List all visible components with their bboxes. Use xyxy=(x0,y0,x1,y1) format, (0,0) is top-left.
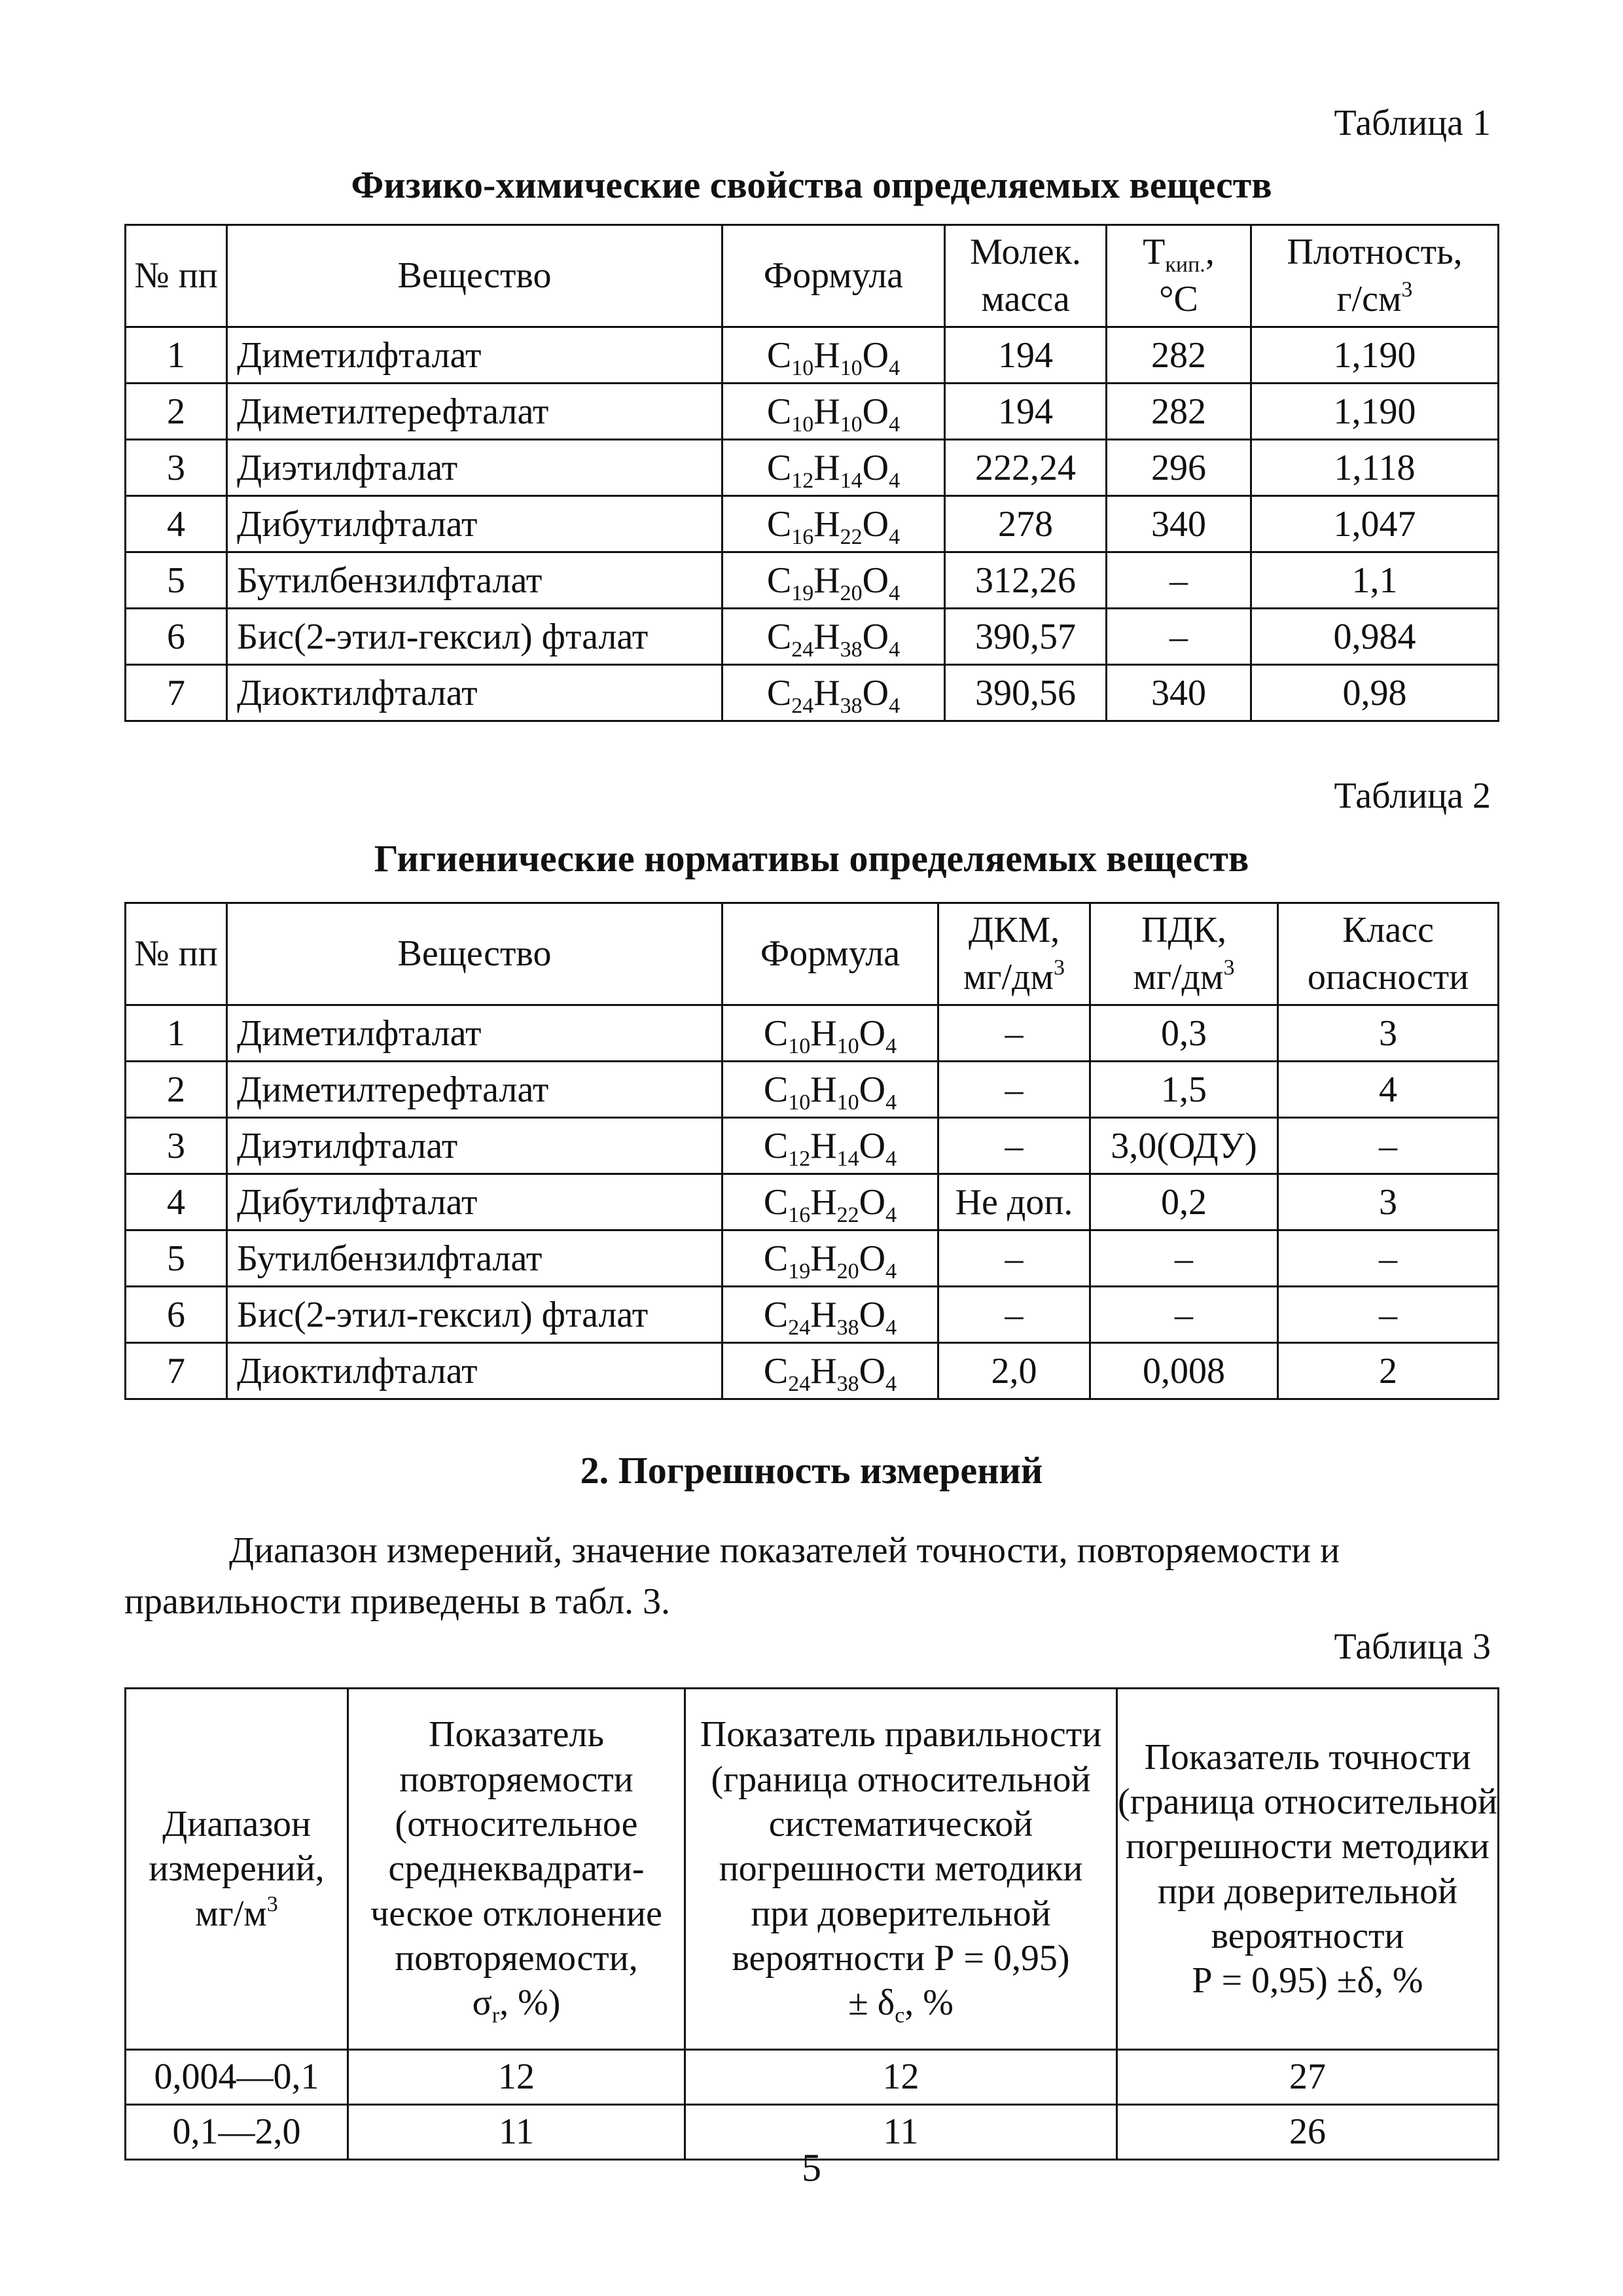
formula-element: O xyxy=(862,672,889,713)
correct-label: Показатель правильности (граница относительной систематической погрешности методики при доверительной вероятности Р = 0,95) xyxy=(700,1714,1102,1979)
formula-element: O xyxy=(859,1238,886,1279)
substance-name: Бутилбензилфталат xyxy=(227,552,722,609)
tboil-sep: , xyxy=(1205,231,1215,272)
formula-element: C xyxy=(763,1350,789,1391)
substance-name: Диэтилфталат xyxy=(227,440,722,496)
formula-subscript: 10 xyxy=(836,1033,859,1058)
formula-cell xyxy=(722,384,945,440)
table2 xyxy=(124,902,1499,1400)
dkm-value: – xyxy=(938,1287,1090,1343)
substance-name: Диоктилфталат xyxy=(227,1343,722,1399)
table1-row xyxy=(126,665,1499,721)
table1-header-row xyxy=(126,225,1499,327)
table3-body xyxy=(126,2050,1499,2160)
pdk-value: – xyxy=(1090,1230,1278,1287)
pdk-value: 1,5 xyxy=(1090,1062,1278,1118)
dkm-value: – xyxy=(938,1230,1090,1287)
formula-element: C xyxy=(766,672,792,713)
formula-subscript: 38 xyxy=(840,693,863,718)
tboil-sub: кип. xyxy=(1165,252,1205,277)
formula-cell xyxy=(722,1174,938,1230)
accuracy-label: Показатель точности (граница относительной погрешности методики при доверительной вероятности xyxy=(1118,1736,1497,1956)
substance-name: Бутилбензилфталат xyxy=(227,1230,722,1287)
formula-subscript: 4 xyxy=(889,468,901,493)
substance-name: Диметилтерефталат xyxy=(227,1062,722,1118)
formula-element: O xyxy=(859,1294,886,1335)
dkm-value: – xyxy=(938,1062,1090,1118)
accuracy-value: 27 xyxy=(1117,2050,1499,2105)
row-number: 6 xyxy=(126,1287,227,1343)
formula-element: C xyxy=(763,1294,789,1335)
table1-row xyxy=(126,440,1499,496)
table2-header-dkm xyxy=(938,903,1090,1005)
table2-row xyxy=(126,1118,1499,1174)
section-heading: 2. Погрешность измерений xyxy=(580,1449,1043,1492)
formula-subscript: 38 xyxy=(836,1371,859,1396)
formula-subscript: 16 xyxy=(791,524,814,549)
formula-subscript: 24 xyxy=(788,1315,811,1340)
formula-subscript: 22 xyxy=(836,1202,859,1227)
formula-element: H xyxy=(813,334,840,376)
substance-name: Диметилфталат xyxy=(227,1005,722,1062)
formula-subscript: 10 xyxy=(788,1090,811,1115)
pdk-value: 0,008 xyxy=(1090,1343,1278,1399)
formula-element: O xyxy=(859,1069,886,1110)
table1-header-tboil xyxy=(1107,225,1251,327)
pdk-exp: 3 xyxy=(1223,955,1235,980)
hazard-class: – xyxy=(1278,1230,1499,1287)
dkm-value: 2,0 xyxy=(938,1343,1090,1399)
row-number: 2 xyxy=(126,1062,227,1118)
hazard-class: 3 xyxy=(1278,1005,1499,1062)
dkm-value: – xyxy=(938,1005,1090,1062)
molecular-mass: 194 xyxy=(945,384,1107,440)
formula-subscript: 4 xyxy=(889,637,901,662)
formula-element: O xyxy=(862,503,889,545)
table1-header-num: № пп xyxy=(126,225,227,327)
row-number: 5 xyxy=(126,552,227,609)
formula-subscript: 16 xyxy=(788,1202,811,1227)
formula-cell xyxy=(722,1118,938,1174)
formula-element: H xyxy=(813,616,840,657)
formula-element: H xyxy=(813,447,840,488)
repeat-label: Показатель повторяемости (относительное среднеквадрати-ческое отклонение повторяемости, xyxy=(370,1714,662,1979)
formula-subscript: 24 xyxy=(788,1371,811,1396)
table3-header-correctness xyxy=(685,1689,1117,2050)
formula-subscript: 12 xyxy=(791,468,814,493)
density: 1,1 xyxy=(1251,552,1499,609)
correctness-value: 12 xyxy=(685,2050,1117,2105)
accuracy-value: 26 xyxy=(1117,2105,1499,2160)
boiling-point: – xyxy=(1107,552,1251,609)
boiling-point: – xyxy=(1107,609,1251,665)
measurement-range: 0,1—2,0 xyxy=(126,2105,348,2160)
boiling-point: 296 xyxy=(1107,440,1251,496)
formula-element: H xyxy=(810,1294,837,1335)
formula-element: H xyxy=(813,503,840,545)
substance-name: Диэтилфталат xyxy=(227,1118,722,1174)
formula-element: C xyxy=(763,1181,789,1223)
formula-subscript: 38 xyxy=(836,1315,859,1340)
formula-subscript: 12 xyxy=(788,1146,811,1171)
formula-cell xyxy=(722,327,945,384)
table1-label: Таблица 1 xyxy=(1334,103,1491,143)
formula-element: H xyxy=(813,560,840,601)
density-exp: 3 xyxy=(1401,277,1413,302)
table2-header-substance: Вещество xyxy=(227,903,722,1005)
formula-element: O xyxy=(859,1181,886,1223)
row-number: 4 xyxy=(126,496,227,552)
repeat-tail: , %) xyxy=(499,1982,561,2024)
formula-subscript: 10 xyxy=(791,412,814,437)
row-number: 1 xyxy=(126,1005,227,1062)
row-number: 3 xyxy=(126,1118,227,1174)
formula-cell xyxy=(722,1230,938,1287)
formula-cell xyxy=(722,1062,938,1118)
formula-element: C xyxy=(763,1013,789,1054)
formula-subscript: 4 xyxy=(885,1202,897,1227)
table1-row xyxy=(126,609,1499,665)
table1-row xyxy=(126,496,1499,552)
hazard-class: 2 xyxy=(1278,1343,1499,1399)
density: 1,190 xyxy=(1251,384,1499,440)
formula-subscript: 24 xyxy=(791,637,814,662)
formula-subscript: 10 xyxy=(836,1090,859,1115)
formula-element: H xyxy=(810,1350,837,1391)
formula-element: H xyxy=(810,1181,837,1223)
formula-element: O xyxy=(862,560,889,601)
formula-element: O xyxy=(862,616,889,657)
table2-header-formula: Формула xyxy=(722,903,938,1005)
formula-element: C xyxy=(763,1238,789,1279)
table2-header-num: № пп xyxy=(126,903,227,1005)
formula-cell xyxy=(722,496,945,552)
density: 1,190 xyxy=(1251,327,1499,384)
repeat-symbol: σ xyxy=(472,1982,492,2024)
formula-subscript: 10 xyxy=(840,412,863,437)
table2-body xyxy=(126,1005,1499,1399)
row-number: 7 xyxy=(126,665,227,721)
boiling-point: 282 xyxy=(1107,327,1251,384)
table1-body xyxy=(126,327,1499,721)
formula-subscript: 4 xyxy=(885,1090,897,1115)
formula-subscript: 20 xyxy=(840,581,863,605)
row-number: 7 xyxy=(126,1343,227,1399)
formula-cell xyxy=(722,1343,938,1399)
formula-cell xyxy=(722,665,945,721)
formula-element: O xyxy=(859,1013,886,1054)
formula-cell xyxy=(722,440,945,496)
correct-tail: , % xyxy=(904,1982,954,2024)
table2-row xyxy=(126,1287,1499,1343)
formula-subscript: 14 xyxy=(840,468,863,493)
molecular-mass: 390,56 xyxy=(945,665,1107,721)
correct-symbol: ± δ xyxy=(848,1982,895,2024)
table2-header-pdk xyxy=(1090,903,1278,1005)
pdk-value: – xyxy=(1090,1287,1278,1343)
density: 0,984 xyxy=(1251,609,1499,665)
formula-subscript: 14 xyxy=(836,1146,859,1171)
substance-name: Бис(2-этил-гексил) фталат xyxy=(227,609,722,665)
formula-element: C xyxy=(766,503,792,545)
correctness-value: 11 xyxy=(685,2105,1117,2160)
table2-row xyxy=(126,1005,1499,1062)
density-unit: г/см xyxy=(1336,278,1402,319)
row-number: 4 xyxy=(126,1174,227,1230)
range-exp: 3 xyxy=(266,1892,278,1916)
row-number: 5 xyxy=(126,1230,227,1287)
page-number: 5 xyxy=(802,2146,821,2189)
formula-subscript: 4 xyxy=(889,355,901,380)
formula-subscript: 4 xyxy=(889,693,901,718)
repeat-sub: r xyxy=(491,2003,500,2028)
table1-header-formula: Формула xyxy=(722,225,945,327)
table3-header-range xyxy=(126,1689,348,2050)
formula-subscript: 10 xyxy=(840,355,863,380)
table2-header-row xyxy=(126,903,1499,1005)
repeatability-value: 12 xyxy=(348,2050,685,2105)
substance-name: Бис(2-этил-гексил) фталат xyxy=(227,1287,722,1343)
formula-subscript: 38 xyxy=(840,637,863,662)
table2-row xyxy=(126,1062,1499,1118)
repeatability-value: 11 xyxy=(348,2105,685,2160)
range-label: Диапазон измерений, xyxy=(149,1804,325,1890)
formula-subscript: 20 xyxy=(836,1259,859,1283)
table1-row xyxy=(126,384,1499,440)
hazard-class: 3 xyxy=(1278,1174,1499,1230)
density: 1,118 xyxy=(1251,440,1499,496)
accuracy-tail: Р = 0,95) ±δ, % xyxy=(1192,1960,1423,2001)
formula-cell xyxy=(722,1287,938,1343)
formula-element: C xyxy=(763,1125,789,1166)
formula-element: H xyxy=(813,391,840,432)
table2-header-hazard: Класс опасности xyxy=(1278,903,1499,1005)
formula-element: H xyxy=(813,672,840,713)
formula-subscript: 4 xyxy=(885,1033,897,1058)
substance-name: Дибутилфталат xyxy=(227,1174,722,1230)
formula-subscript: 4 xyxy=(885,1146,897,1171)
molecular-mass: 222,24 xyxy=(945,440,1107,496)
dkm-label: ДКМ, xyxy=(968,909,1060,950)
table3-header-accuracy xyxy=(1117,1689,1499,2050)
molecular-mass: 390,57 xyxy=(945,609,1107,665)
row-number: 6 xyxy=(126,609,227,665)
table1-row xyxy=(126,552,1499,609)
pdk-label: ПДК, xyxy=(1141,909,1226,950)
formula-element: O xyxy=(859,1125,886,1166)
table3-header-repeatability xyxy=(348,1689,685,2050)
formula-element: C xyxy=(763,1069,789,1110)
formula-element: C xyxy=(766,334,792,376)
molecular-mass: 278 xyxy=(945,496,1107,552)
boiling-point: 340 xyxy=(1107,496,1251,552)
formula-element: O xyxy=(862,391,889,432)
pdk-value: 3,0(ОДУ) xyxy=(1090,1118,1278,1174)
formula-element: H xyxy=(810,1238,837,1279)
table1-header-density xyxy=(1251,225,1499,327)
row-number: 2 xyxy=(126,384,227,440)
formula-element: H xyxy=(810,1069,837,1110)
formula-subscript: 10 xyxy=(788,1033,811,1058)
table3-header-row xyxy=(126,1689,1499,2050)
formula-subscript: 19 xyxy=(791,581,814,605)
table1 xyxy=(124,224,1499,722)
hazard-class: 4 xyxy=(1278,1062,1499,1118)
pdk-value: 0,3 xyxy=(1090,1005,1278,1062)
formula-element: O xyxy=(862,334,889,376)
formula-element: H xyxy=(810,1013,837,1054)
substance-name: Диметилтерефталат xyxy=(227,384,722,440)
table2-row xyxy=(126,1343,1499,1399)
formula-cell xyxy=(722,1005,938,1062)
table1-header-substance: Вещество xyxy=(227,225,722,327)
formula-element: C xyxy=(766,616,792,657)
row-number: 1 xyxy=(126,327,227,384)
density-label: Плотность, xyxy=(1287,231,1463,272)
dkm-exp: 3 xyxy=(1053,955,1065,980)
table1-row xyxy=(126,327,1499,384)
table2-row xyxy=(126,1230,1499,1287)
formula-subscript: 4 xyxy=(885,1371,897,1396)
formula-subscript: 24 xyxy=(791,693,814,718)
molecular-mass: 194 xyxy=(945,327,1107,384)
boiling-point: 340 xyxy=(1107,665,1251,721)
measurement-range: 0,004—0,1 xyxy=(126,2050,348,2105)
formula-element: C xyxy=(766,447,792,488)
formula-subscript: 4 xyxy=(889,524,901,549)
hazard-class: – xyxy=(1278,1118,1499,1174)
pdk-value: 0,2 xyxy=(1090,1174,1278,1230)
formula-cell xyxy=(722,552,945,609)
formula-subscript: 4 xyxy=(889,412,901,437)
tboil-symbol: Т xyxy=(1143,231,1166,272)
formula-element: H xyxy=(810,1125,837,1166)
substance-name: Диоктилфталат xyxy=(227,665,722,721)
table2-label: Таблица 2 xyxy=(1334,776,1491,816)
table3 xyxy=(124,1687,1499,2161)
range-unit: мг/м xyxy=(195,1893,267,1934)
table1-header-mass: Молек. масса xyxy=(945,225,1107,327)
molecular-mass: 312,26 xyxy=(945,552,1107,609)
formula-subscript: 4 xyxy=(885,1259,897,1283)
pdk-unit: мг/дм xyxy=(1133,956,1224,997)
substance-name: Диметилфталат xyxy=(227,327,722,384)
substance-name: Дибутилфталат xyxy=(227,496,722,552)
tboil-unit: °С xyxy=(1159,278,1198,319)
formula-subscript: 4 xyxy=(889,581,901,605)
boiling-point: 282 xyxy=(1107,384,1251,440)
formula-cell xyxy=(722,609,945,665)
formula-element: O xyxy=(859,1350,886,1391)
dkm-value: – xyxy=(938,1118,1090,1174)
row-number: 3 xyxy=(126,440,227,496)
section-paragraph: Диапазон измерений, значение показателей точности, повторяемости и правильности приведены в табл. 3. xyxy=(124,1530,1340,1622)
table2-row xyxy=(126,1174,1499,1230)
formula-subscript: 4 xyxy=(885,1315,897,1340)
table3-label: Таблица 3 xyxy=(1334,1626,1491,1667)
correct-sub: c xyxy=(895,2003,905,2028)
hazard-class: – xyxy=(1278,1287,1499,1343)
dkm-value: Не доп. xyxy=(938,1174,1090,1230)
dkm-unit: мг/дм xyxy=(963,956,1054,997)
formula-element: C xyxy=(766,560,792,601)
table1-title: Физико-химические свойства определяемых веществ xyxy=(351,164,1272,206)
density: 0,98 xyxy=(1251,665,1499,721)
formula-element: C xyxy=(766,391,792,432)
formula-subscript: 19 xyxy=(788,1259,811,1283)
formula-subscript: 22 xyxy=(840,524,863,549)
formula-element: O xyxy=(862,447,889,488)
table2-title: Гигиенические нормативы определяемых веществ xyxy=(374,837,1249,880)
density: 1,047 xyxy=(1251,496,1499,552)
table3-row xyxy=(126,2050,1499,2105)
formula-subscript: 10 xyxy=(791,355,814,380)
